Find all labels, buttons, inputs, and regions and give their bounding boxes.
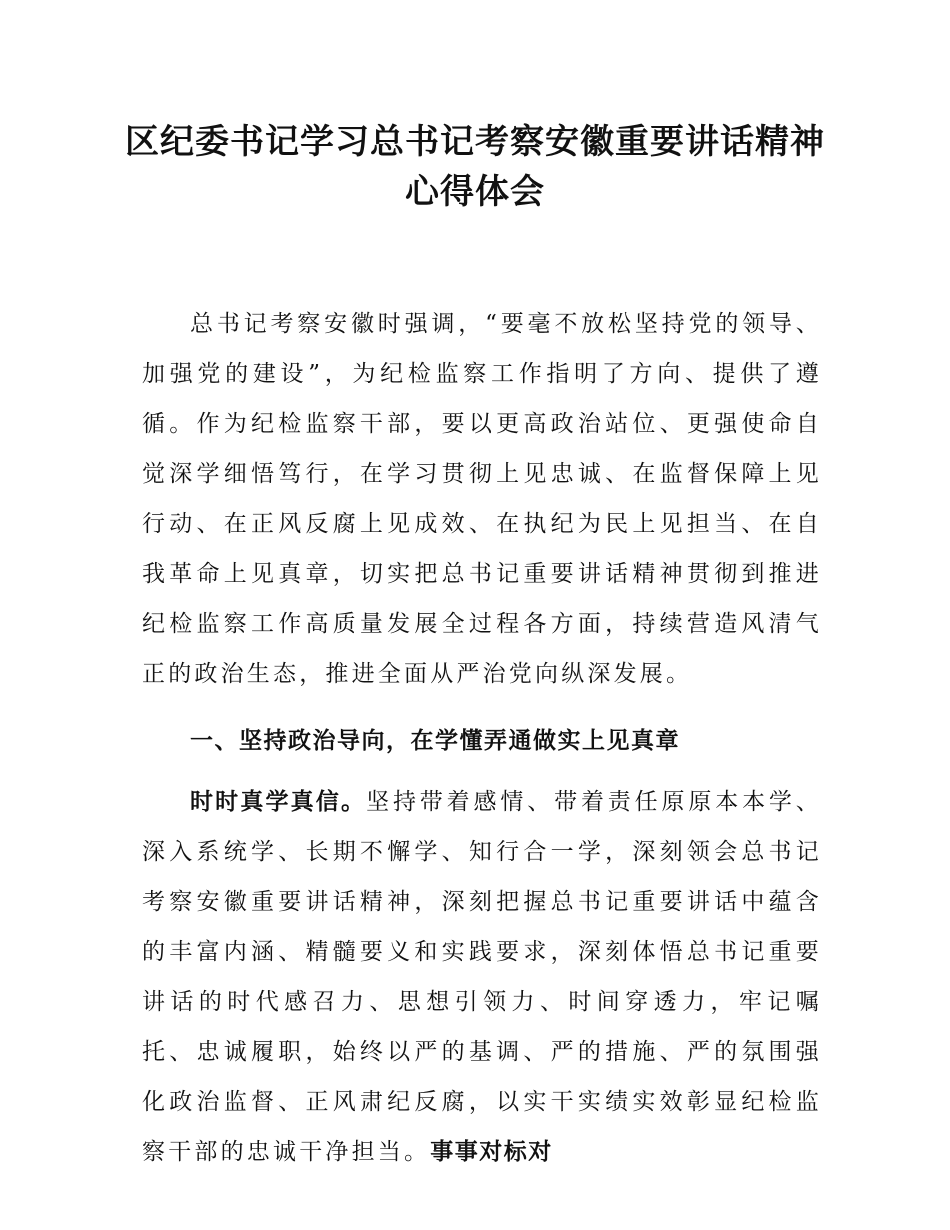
intro-paragraph: 总书记考察安徽时强调，“要毫不放松坚持党的领导、加强党的建设”，为纪检监察工作指明了方向、提供了遵循。作为纪检监察干部，要以更高政治站位、更强使命自觉深学细悟笃行，在学习贯彻上见忠诚、在监督保障上见行动、在正风反腐上见成效、在执纪为民上见担当、在自我革命上见真章，切实把总书记重要讲话精神贯彻到推进纪检监察工作高质量发展全过程各方面，持续营造风清气正的政治生态，推进全面从严治党向纵深发展。 [142, 311, 822, 687]
next-lead-phrase: 事事对标对 [430, 1139, 553, 1165]
paragraph-lead-phrase: 时时真学真信。 [190, 789, 367, 815]
document-title: 区纪委书记学习总书记考察安徽重要讲话精神心得体会 [125, 122, 825, 212]
section-heading-1: 一、坚持政治导向，在学懂弄通做实上见真章 [190, 728, 680, 754]
section-1-paragraph [142, 777, 822, 1177]
paragraph-body-text: 坚持带着感情、带着责任原原本本学、深入系统学、长期不懈学、知行合一学，深刻领会总书记考察安徽重要讲话精神，深刻把握总书记重要讲话中蕴含的丰富内涵、精髓要义和实践要求，深刻体悟总书记重要讲话的时代感召力、思想引领力、时间穿透力，牢记嘱托、忠诚履职，始终以严的基调、严的措施、严的氛围强化政治监督、正风肃纪反腐，以实干实绩实效彰显纪检监察干部的忠诚干净担当。 [142, 789, 822, 1165]
